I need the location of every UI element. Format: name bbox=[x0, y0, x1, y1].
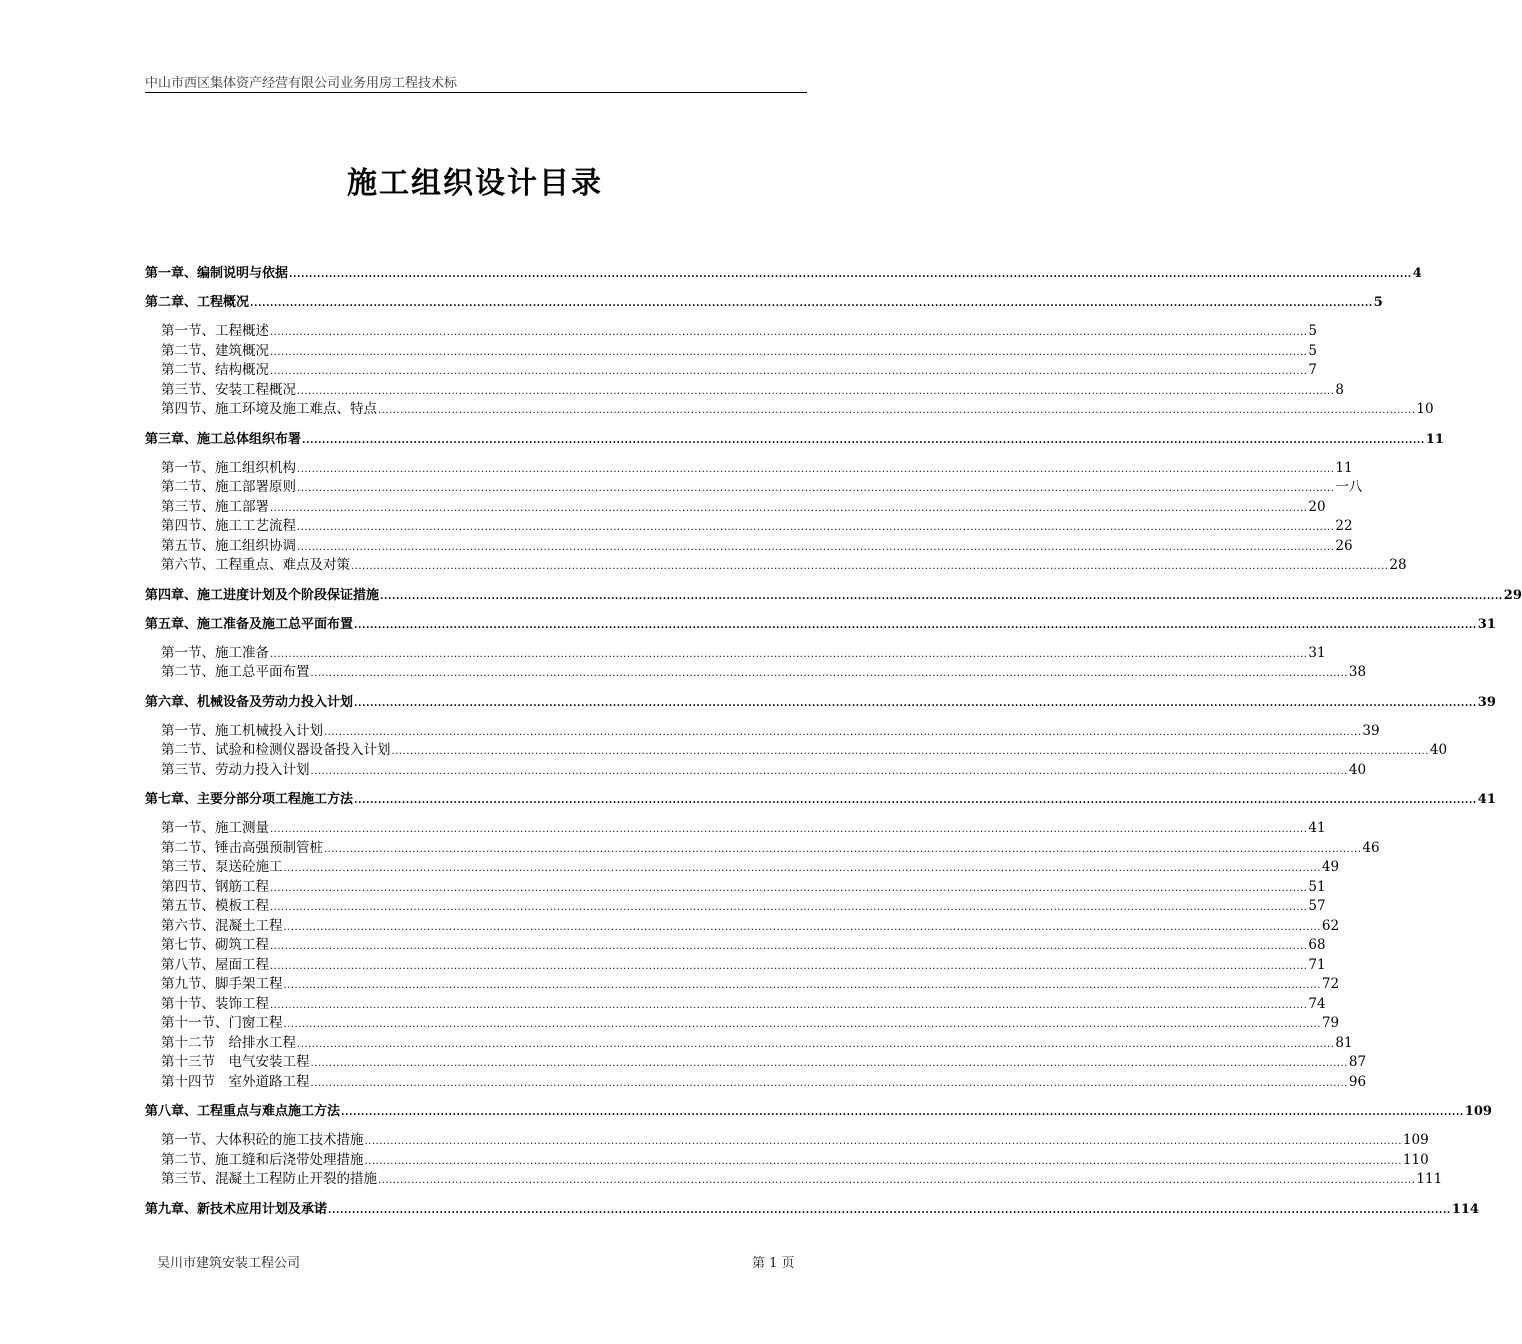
toc-section-page: 46 bbox=[1362, 839, 1380, 856]
toc-chapter-label: 第五章、施工准备及施工总平面布置 bbox=[145, 616, 354, 632]
toc-section[interactable] bbox=[145, 1053, 1367, 1073]
toc-section-page: 111 bbox=[1416, 1171, 1443, 1187]
toc-chapter[interactable] bbox=[145, 1200, 1479, 1219]
toc-section[interactable] bbox=[145, 478, 1363, 498]
dot-leader: .......................................................................................................................................................................................................................................................................................... bbox=[364, 1155, 1402, 1167]
dot-leader: .......................................................................................................................................................................................................................................................................................... bbox=[283, 863, 1321, 874]
toc-section-label: 第二节、施工总平面布置 bbox=[161, 664, 310, 680]
toc-chapter-page: 114 bbox=[1451, 1201, 1479, 1217]
dot-leader: .......................................................................................................................................................................................................................................................................................... bbox=[283, 980, 1321, 991]
toc-chapter-page: 29 bbox=[1503, 587, 1522, 603]
toc-section[interactable] bbox=[145, 1170, 1443, 1190]
dot-leader: .......................................................................................................................................................................................................................................................................................... bbox=[324, 843, 1362, 855]
table-of-contents bbox=[145, 264, 1522, 1229]
toc-section-page: 26 bbox=[1335, 537, 1353, 554]
toc-section-page: 一八 bbox=[1335, 479, 1363, 495]
dot-leader: .......................................................................................................................................................................................................................................................................................... bbox=[270, 902, 1308, 913]
toc-chapter-label: 第六章、机械设备及劳动力投入计划 bbox=[145, 694, 354, 710]
dot-leader: .......................................................................................................................................................................................................................................................................................... bbox=[297, 483, 1335, 494]
dot-leader: .......................................................................................................................................................................................................................................................................................... bbox=[270, 346, 1308, 358]
toc-section[interactable] bbox=[145, 1034, 1353, 1054]
toc-section-label: 第一节、施工准备 bbox=[161, 644, 269, 661]
toc-section-label: 第一节、施工测量 bbox=[161, 820, 269, 836]
toc-section-page: 110 bbox=[1402, 1151, 1429, 1168]
toc-chapter-page: 41 bbox=[1477, 792, 1496, 807]
toc-section-page: 79 bbox=[1321, 1015, 1340, 1031]
dot-leader: .......................................................................................................................................................................................................................................................................................... bbox=[354, 619, 1477, 631]
toc-section[interactable] bbox=[145, 741, 1448, 761]
dot-leader: .......................................................................................................................................................................................................................................................................................... bbox=[270, 941, 1308, 952]
toc-section[interactable] bbox=[145, 644, 1326, 664]
toc-chapter-page: 11 bbox=[1425, 431, 1444, 447]
toc-section[interactable] bbox=[145, 761, 1367, 781]
toc-section[interactable] bbox=[145, 878, 1326, 898]
toc-section[interactable] bbox=[145, 1073, 1367, 1093]
dot-leader: .......................................................................................................................................................................................................................................................................................... bbox=[270, 648, 1308, 660]
toc-section-group bbox=[145, 459, 1407, 576]
toc-section-label: 第二节、试验和检测仪器设备投入计划 bbox=[161, 742, 391, 758]
header-text: 中山市西区集体资产经营有限公司业务用房工程技术标 bbox=[145, 76, 458, 91]
toc-section-label: 第三节、泵送砼施工 bbox=[161, 859, 283, 875]
toc-chapter[interactable] bbox=[145, 430, 1444, 449]
dot-leader: .......................................................................................................................................................................................................................................................................................... bbox=[310, 1077, 1348, 1089]
toc-section-label: 第二节、锤击高强预制管桩 bbox=[161, 839, 323, 856]
toc-chapter-page: 5 bbox=[1373, 295, 1383, 310]
toc-section-label: 第五节、模板工程 bbox=[161, 898, 269, 914]
toc-section-label: 第六节、工程重点、难点及对策 bbox=[161, 557, 350, 573]
toc-chapter-label: 第三章、施工总体组织布署 bbox=[145, 431, 302, 447]
toc-section-group bbox=[145, 1131, 1443, 1190]
toc-section[interactable] bbox=[145, 917, 1340, 937]
toc-section-label: 第八节、屋面工程 bbox=[161, 956, 269, 973]
toc-section[interactable] bbox=[145, 722, 1380, 742]
toc-section[interactable] bbox=[145, 342, 1317, 362]
dot-leader: .......................................................................................................................................................................................................................................................................................... bbox=[270, 502, 1308, 514]
toc-chapter-label: 第九章、新技术应用计划及承诺 bbox=[145, 1201, 328, 1217]
toc-chapter[interactable] bbox=[145, 615, 1496, 634]
toc-section[interactable] bbox=[145, 956, 1326, 976]
toc-section-group bbox=[145, 644, 1367, 683]
dot-leader: .......................................................................................................................................................................................................................................................................................... bbox=[354, 795, 1477, 806]
toc-section-label: 第一节、工程概述 bbox=[161, 323, 269, 339]
dot-leader: .......................................................................................................................................................................................................................................................................................... bbox=[310, 1058, 1348, 1069]
toc-section-page: 72 bbox=[1321, 976, 1340, 992]
toc-chapter-page: 39 bbox=[1477, 694, 1496, 710]
toc-chapter-label: 第二章、工程概况 bbox=[145, 295, 250, 310]
toc-section-label: 第二节、施工部署原则 bbox=[161, 479, 296, 495]
dot-leader: .......................................................................................................................................................................................................................................................................................... bbox=[270, 366, 1308, 377]
toc-section-label: 第三节、施工部署 bbox=[161, 498, 269, 515]
toc-section-label: 第七节、砌筑工程 bbox=[161, 937, 269, 953]
toc-section-label: 第四节、钢筋工程 bbox=[161, 878, 269, 895]
toc-chapter[interactable] bbox=[145, 1102, 1492, 1121]
dot-leader: .......................................................................................................................................................................................................................................................................................... bbox=[310, 668, 1348, 679]
dot-leader: .......................................................................................................................................................................................................................................................................................... bbox=[297, 463, 1335, 475]
toc-section-page: 38 bbox=[1348, 664, 1367, 680]
toc-section-label: 第二节、建筑概况 bbox=[161, 342, 269, 359]
dot-leader: .......................................................................................................................................................................................................................................................................................... bbox=[270, 882, 1308, 894]
toc-section-label: 第十二节 给排水工程 bbox=[161, 1034, 296, 1051]
toc-section[interactable] bbox=[145, 361, 1317, 381]
toc-section-label: 第一节、大体积砼的施工技术措施 bbox=[161, 1132, 364, 1148]
toc-section-page: 20 bbox=[1308, 498, 1326, 515]
dot-leader: .......................................................................................................................................................................................................................................................................................... bbox=[297, 541, 1335, 553]
toc-section-label: 第十三节 电气安装工程 bbox=[161, 1054, 310, 1070]
toc-section[interactable] bbox=[145, 897, 1326, 917]
toc-section[interactable] bbox=[145, 537, 1353, 557]
dot-leader: .......................................................................................................................................................................................................................................................................................... bbox=[391, 746, 1429, 757]
toc-chapter-page: 109 bbox=[1464, 1104, 1492, 1119]
toc-chapter[interactable] bbox=[145, 293, 1383, 312]
toc-section-page: 96 bbox=[1348, 1073, 1367, 1090]
toc-section-page: 81 bbox=[1335, 1034, 1353, 1051]
dot-leader: .......................................................................................................................................................................................................................................................................................... bbox=[354, 697, 1477, 709]
toc-section[interactable] bbox=[145, 995, 1326, 1015]
toc-section[interactable] bbox=[145, 936, 1326, 956]
toc-section-label: 第四节、施工环境及施工难点、特点 bbox=[161, 401, 377, 417]
toc-section-label: 第四节、施工工艺流程 bbox=[161, 518, 296, 534]
toc-section[interactable] bbox=[145, 858, 1340, 878]
toc-section[interactable] bbox=[145, 819, 1326, 839]
toc-section[interactable] bbox=[145, 1131, 1429, 1151]
dot-leader: .......................................................................................................................................................................................................................................................................................... bbox=[297, 522, 1335, 533]
toc-section-label: 第一节、施工机械投入计划 bbox=[161, 722, 323, 739]
toc-section-group bbox=[145, 722, 1448, 781]
dot-leader: .......................................................................................................................................................................................................................................................................................... bbox=[270, 824, 1308, 835]
toc-section-page: 41 bbox=[1308, 820, 1326, 836]
toc-section[interactable] bbox=[145, 663, 1367, 683]
toc-section-page: 5 bbox=[1308, 342, 1317, 359]
toc-chapter-label: 第七章、主要分部分项工程施工方法 bbox=[145, 792, 354, 807]
toc-section-group bbox=[145, 322, 1434, 420]
toc-chapter[interactable] bbox=[145, 790, 1496, 809]
dot-leader: .......................................................................................................................................................................................................................................................................................... bbox=[364, 1136, 1402, 1147]
toc-chapter-label: 第四章、施工进度计划及个阶段保证措施 bbox=[145, 587, 380, 603]
toc-section-page: 87 bbox=[1348, 1054, 1367, 1070]
dot-leader: .......................................................................................................................................................................................................................................................................................... bbox=[341, 1107, 1464, 1118]
toc-section-label: 第三节、混凝土工程防止开裂的措施 bbox=[161, 1171, 377, 1187]
dot-leader: .......................................................................................................................................................................................................................................................................................... bbox=[297, 385, 1335, 397]
toc-chapter[interactable] bbox=[145, 264, 1422, 283]
toc-section-group bbox=[145, 819, 1380, 1092]
dot-leader: .......................................................................................................................................................................................................................................................................................... bbox=[283, 921, 1321, 933]
dot-leader: .......................................................................................................................................................................................................................................................................................... bbox=[328, 1204, 1451, 1216]
toc-section-page: 68 bbox=[1308, 937, 1326, 953]
toc-chapter-label: 第八章、工程重点与难点施工方法 bbox=[145, 1104, 341, 1119]
toc-section[interactable] bbox=[145, 556, 1407, 576]
toc-section-page: 28 bbox=[1389, 557, 1407, 573]
dot-leader: .......................................................................................................................................................................................................................................................................................... bbox=[378, 405, 1416, 416]
toc-section-label: 第二节、施工缝和后浇带处理措施 bbox=[161, 1151, 364, 1168]
toc-section-page: 109 bbox=[1402, 1132, 1429, 1148]
toc-section-label: 第九节、脚手架工程 bbox=[161, 976, 283, 992]
toc-section-label: 第五节、施工组织协调 bbox=[161, 537, 296, 554]
toc-section[interactable] bbox=[145, 400, 1434, 420]
toc-section-page: 57 bbox=[1308, 898, 1326, 914]
toc-section-page: 8 bbox=[1335, 381, 1344, 398]
toc-section-label: 第三节、安装工程概况 bbox=[161, 381, 296, 398]
dot-leader: .......................................................................................................................................................................................................................................................................................... bbox=[270, 327, 1308, 338]
dot-leader: .......................................................................................................................................................................................................................................................................................... bbox=[310, 765, 1348, 777]
dot-leader: .......................................................................................................................................................................................................................................................................................... bbox=[250, 298, 1373, 309]
dot-leader: .......................................................................................................................................................................................................................................................................................... bbox=[302, 434, 1425, 446]
toc-chapter-label: 第一章、编制说明与依据 bbox=[145, 266, 289, 281]
toc-section-label: 第一节、施工组织机构 bbox=[161, 459, 296, 476]
toc-section-label: 第二节、结构概况 bbox=[161, 362, 269, 378]
footer-page-number: 第 1 页 bbox=[752, 1256, 795, 1271]
page-title: 施工组织设计目录 bbox=[347, 166, 603, 201]
toc-section[interactable] bbox=[145, 839, 1380, 859]
toc-section-page: 10 bbox=[1416, 401, 1434, 417]
toc-section-page: 49 bbox=[1321, 859, 1340, 875]
toc-section[interactable] bbox=[145, 498, 1326, 518]
toc-section[interactable] bbox=[145, 381, 1344, 401]
toc-section-page: 31 bbox=[1308, 644, 1326, 661]
toc-section-page: 74 bbox=[1308, 995, 1326, 1012]
toc-chapter[interactable] bbox=[145, 693, 1496, 712]
toc-chapter[interactable] bbox=[145, 586, 1522, 605]
toc-section-page: 51 bbox=[1308, 878, 1326, 895]
dot-leader: .......................................................................................................................................................................................................................................................................................... bbox=[351, 561, 1389, 572]
toc-section-page: 5 bbox=[1308, 323, 1317, 339]
toc-chapter-page: 31 bbox=[1477, 616, 1496, 632]
toc-section[interactable] bbox=[145, 975, 1340, 995]
toc-section-page: 39 bbox=[1362, 722, 1380, 739]
toc-section[interactable] bbox=[145, 1014, 1340, 1034]
toc-section[interactable] bbox=[145, 1151, 1429, 1171]
dot-leader: .......................................................................................................................................................................................................................................................................................... bbox=[380, 590, 1503, 602]
toc-section-page: 71 bbox=[1308, 956, 1326, 973]
footer-company: 吴川市建筑安装工程公司 bbox=[157, 1256, 301, 1271]
dot-leader: .......................................................................................................................................................................................................................................................................................... bbox=[283, 1019, 1321, 1030]
toc-section-page: 22 bbox=[1335, 518, 1353, 534]
dot-leader: .......................................................................................................................................................................................................................................................................................... bbox=[270, 999, 1308, 1011]
toc-section[interactable] bbox=[145, 517, 1353, 537]
toc-section-page: 7 bbox=[1308, 362, 1317, 378]
toc-section[interactable] bbox=[145, 322, 1317, 342]
page-header bbox=[145, 76, 807, 93]
toc-chapter-page: 4 bbox=[1412, 266, 1422, 281]
dot-leader: .......................................................................................................................................................................................................................................................................................... bbox=[297, 1038, 1335, 1050]
toc-section[interactable] bbox=[145, 459, 1353, 479]
toc-section-label: 第十四节 室外道路工程 bbox=[161, 1073, 310, 1090]
toc-section-page: 62 bbox=[1321, 917, 1340, 934]
toc-section-label: 第六节、混凝土工程 bbox=[161, 917, 283, 934]
toc-section-page: 40 bbox=[1348, 761, 1367, 778]
toc-section-label: 第十一节、门窗工程 bbox=[161, 1015, 283, 1031]
dot-leader: .......................................................................................................................................................................................................................................................................................... bbox=[324, 726, 1362, 738]
toc-section-label: 第三节、劳动力投入计划 bbox=[161, 761, 310, 778]
toc-section-label: 第十节、装饰工程 bbox=[161, 995, 269, 1012]
dot-leader: .......................................................................................................................................................................................................................................................................................... bbox=[289, 269, 1412, 280]
dot-leader: .......................................................................................................................................................................................................................................................................................... bbox=[378, 1175, 1416, 1186]
dot-leader: .......................................................................................................................................................................................................................................................................................... bbox=[270, 960, 1308, 972]
toc-section-page: 40 bbox=[1429, 742, 1448, 758]
toc-section-page: 11 bbox=[1335, 459, 1353, 476]
